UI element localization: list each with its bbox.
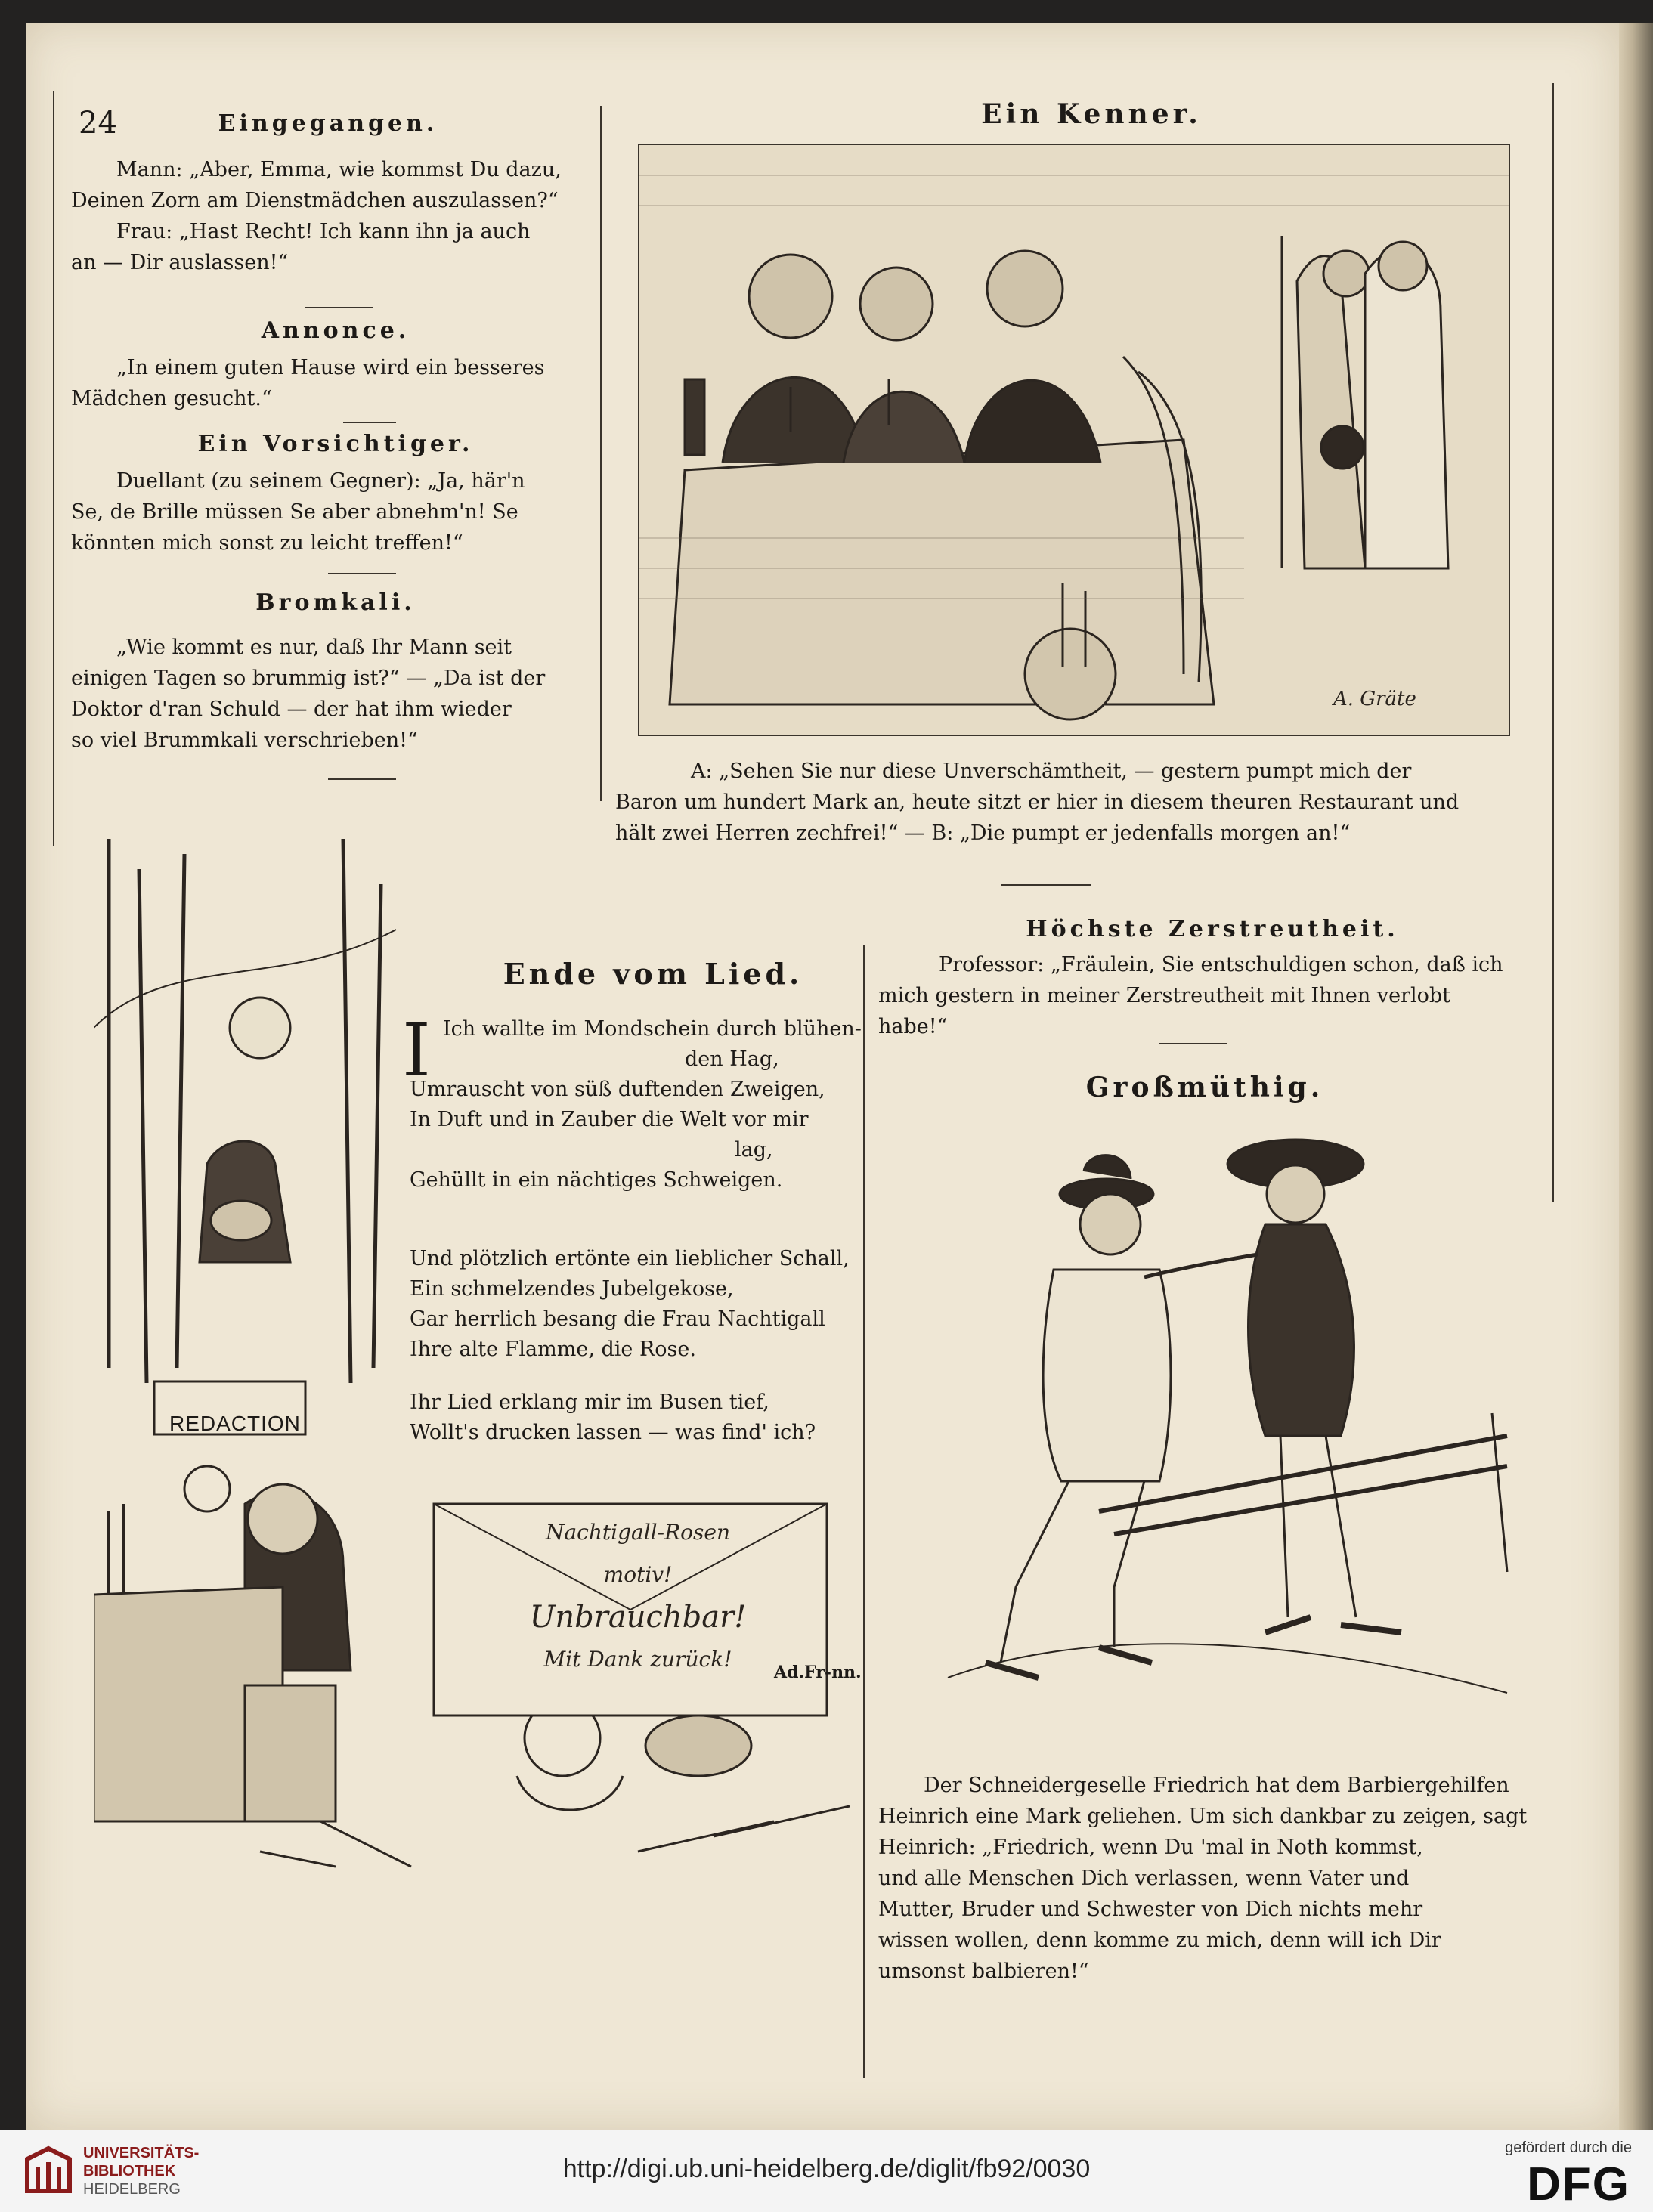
section-title: Großmüthig.: [1085, 1072, 1324, 1103]
section-title: Bromkali.: [255, 589, 416, 616]
text-line: Baron um hundert Mark an, heute sitzt er hier in diesem theuren Restaurant und: [615, 790, 1460, 814]
letter-text: [449, 1511, 827, 1681]
library-name-line: UNIVERSITÄTS-: [83, 2145, 200, 2161]
footer-bar: [0, 2130, 1653, 2212]
text-line: Doktor d'ran Schuld — der hat ihm wieder: [71, 698, 512, 721]
section-caption: [615, 756, 1530, 849]
illustration-bench-scene: [887, 1118, 1537, 1753]
poem-stanza-1: [443, 1014, 889, 1075]
bench-drawing: [887, 1118, 1537, 1753]
column-divider: [600, 106, 602, 801]
text-line: hält zwei Herren zechfrei!“ — B: „Die pumpt er jedenfalls morgen an!“: [615, 821, 1351, 845]
text-line: Deinen Zorn am Dienstmädchen auszulassen?“: [71, 189, 559, 212]
dfg-logo: DFG: [1527, 2158, 1630, 2210]
text-line: umsonst balbieren!“: [878, 1960, 1089, 1983]
text-line: Duellant (zu seinem Gegner): „Ja, här'n: [116, 469, 525, 493]
section-caption: [878, 1770, 1540, 1987]
verse-line: Ein schmelzendes Jubelgekose,: [410, 1277, 734, 1301]
text-line: an — Dir auslassen!“: [71, 251, 289, 274]
separator: [1159, 1043, 1227, 1044]
artist-signature: A. Gräte: [1333, 688, 1416, 710]
text-line: Frau: „Hast Recht! Ich kann ihn ja auch: [116, 220, 531, 243]
section-title: Ein Kenner.: [981, 98, 1202, 130]
section-title: Ein Vorsichtiger.: [197, 431, 474, 457]
section-body: [71, 352, 585, 414]
text-line: könnten mich sonst zu leicht treffen!“: [71, 531, 463, 555]
text-line: A: „Sehen Sie nur diese Unverschämtheit, — gestern pumpt mich der: [691, 760, 1412, 783]
separator: [343, 422, 396, 423]
separator: [328, 778, 396, 780]
left-column-rule: [53, 91, 54, 846]
text-line: einigen Tagen so brummig ist?“ — „Da ist der: [71, 667, 546, 690]
text-line: und alle Menschen Dich verlassen, wenn Vater und: [878, 1867, 1410, 1890]
verse-line: Gar herrlich besang die Frau Nachtigall: [410, 1307, 825, 1331]
text-line: mich gestern in meiner Zerstreutheit mit Ihnen verlobt: [878, 984, 1450, 1007]
text-line: Professor: „Fräulein, Sie entschuldigen schon, daß ich: [939, 953, 1503, 976]
verse-line: den Hag,: [685, 1047, 779, 1071]
text-line: habe!“: [878, 1015, 948, 1038]
text-line: so viel Brummkali verschrieben!“: [71, 729, 418, 752]
verse-line: Ihre alte Flamme, die Rose.: [410, 1338, 696, 1361]
verse-line: lag,: [735, 1138, 773, 1162]
verse-line: Gehüllt in ein nächtiges Schweigen.: [410, 1168, 783, 1192]
section-title: Ende vom Lied.: [503, 957, 803, 991]
right-edge-rule: [1552, 83, 1554, 1202]
text-line: Mann: „Aber, Emma, wie kommst Du dazu,: [116, 158, 562, 181]
section-body: [71, 154, 585, 278]
separator: [1001, 884, 1091, 886]
source-url-link[interactable]: http://digi.ub.uni-heidelberg.de/diglit/fb92/0030: [562, 2155, 1091, 2183]
letter-line: Nachtigall-Rosen: [545, 1520, 730, 1545]
text-line: Der Schneidergeselle Friedrich hat dem Barbiergehilfen: [924, 1774, 1509, 1797]
text-line: „Wie kommt es nur, daß Ihr Mann seit: [116, 636, 512, 659]
illustration-redaction: [94, 839, 895, 1897]
section-title: Höchste Zerstreutheit.: [1026, 916, 1399, 942]
scanned-page: [26, 23, 1619, 2130]
redaction-drawing: [94, 839, 895, 1897]
illustration-restaurant-scene: [638, 144, 1510, 736]
page-edge: [1619, 23, 1653, 2130]
verse-line: Ihr Lied erklang mir im Busen tief,: [410, 1391, 769, 1414]
page-number: 24: [79, 106, 117, 141]
funded-by-label: gefördert durch die: [1505, 2139, 1632, 2156]
letter-line: Unbrauchbar!: [529, 1600, 747, 1635]
restaurant-drawing: [639, 145, 1509, 735]
separator: [328, 573, 396, 574]
verse-line: In Duft und in Zauber die Welt vor mir: [410, 1108, 809, 1131]
text-line: Heinrich: „Friedrich, wenn Du 'mal in Noth kommst,: [878, 1836, 1423, 1859]
library-name-line: HEIDELBERG: [83, 2181, 181, 2198]
section-title: Annonce.: [261, 317, 410, 344]
text-line: Mädchen gesucht.“: [71, 387, 272, 410]
poem-stanza-2: [410, 1244, 886, 1365]
verse-line: Umrauscht von süß duftenden Zweigen,: [410, 1078, 825, 1101]
text-line: Se, de Brille müssen Se aber abnehm'n! Se: [71, 500, 518, 524]
drop-cap: I: [402, 1008, 431, 1093]
poem-stanza-3: [410, 1388, 886, 1448]
section-body: [878, 949, 1540, 1042]
text-line: Heinrich eine Mark geliehen. Um sich dankbar zu zeigen, sagt: [878, 1805, 1528, 1828]
section-body: [71, 466, 585, 558]
letter-line: Mit Dank zurück!: [543, 1647, 732, 1672]
verse-line: Ich wallte im Mondschein durch blühen-: [443, 1017, 862, 1041]
text-line: „In einem guten Hause wird ein besseres: [116, 356, 545, 379]
section-body: [71, 632, 585, 756]
text-line: wissen wollen, denn komme zu mich, denn will ich Dir: [878, 1929, 1441, 1952]
library-name-line: BIBLIOTHEK: [83, 2163, 176, 2180]
verse-line: Wollt's drucken lassen — was find' ich?: [410, 1421, 816, 1444]
separator: [305, 307, 373, 308]
text-line: Mutter, Bruder und Schwester von Dich nichts mehr: [878, 1898, 1423, 1921]
verse-line: Und plötzlich ertönte ein lieblicher Schall,: [410, 1247, 850, 1270]
poem-author: Ad.Fr-nn.: [774, 1663, 862, 1682]
letter-line: motiv!: [603, 1562, 673, 1587]
redaction-sign: REDACTION: [169, 1412, 301, 1435]
poem-stanza-1-cont: [410, 1075, 886, 1196]
section-title: Eingegangen.: [218, 110, 438, 137]
